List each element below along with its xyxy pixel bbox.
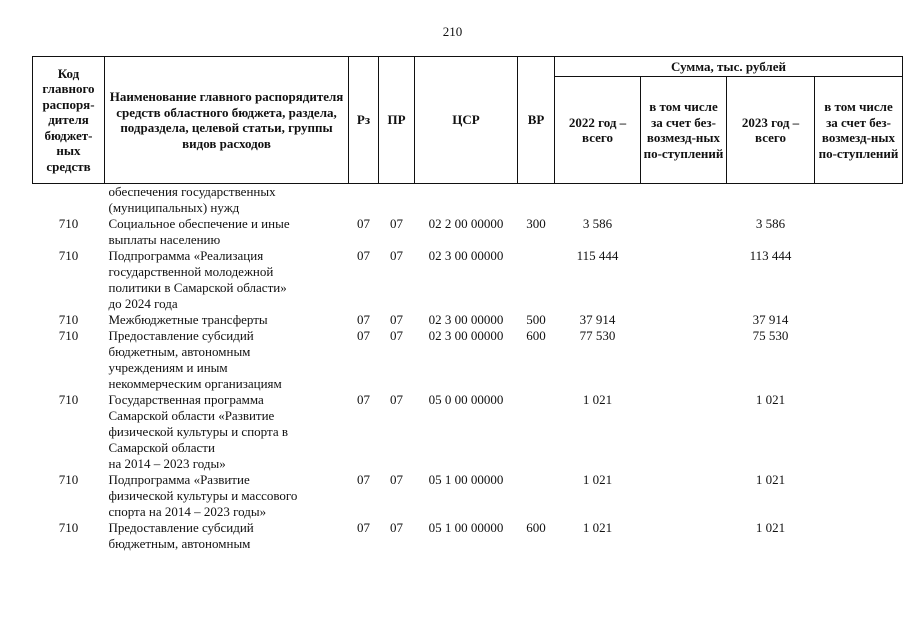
header-csr: ЦСР — [415, 57, 518, 184]
cell-csr: 02 2 00 00000 — [428, 216, 504, 231]
cell-free-2023 — [815, 312, 903, 328]
cell-vr: 600 — [526, 520, 546, 535]
cell-free-2022 — [641, 248, 727, 312]
cell-sum-2022: 1 021 — [582, 472, 613, 487]
header-2023-total: 2023 год – всего — [727, 77, 815, 184]
header-code: Код главного распоря-дителя бюджет-ных средств — [33, 57, 105, 184]
table-header — [33, 57, 903, 184]
cell-rz: 07 — [357, 216, 370, 231]
cell-rz: 07 — [357, 392, 370, 407]
budget-table — [32, 56, 903, 552]
table-row — [33, 216, 903, 248]
header-2022-total: 2022 год – всего — [555, 77, 641, 184]
table-row — [33, 392, 903, 472]
header-sum-group: Сумма, тыс. рублей — [555, 57, 903, 77]
cell-csr: 05 1 00 00000 — [428, 472, 504, 487]
cell-sum-2022: 37 914 — [579, 312, 616, 327]
cell-free-2022 — [641, 392, 727, 472]
cell-csr: 05 0 00 00000 — [428, 392, 504, 407]
cell-name: Государственная программа Самарской области «Развитие физической культуры и спорта в Самарской области на 2014 – 2023 годы» — [108, 392, 288, 471]
cell-code: 710 — [58, 472, 79, 487]
cell-rz — [349, 184, 379, 217]
cell-free-2023 — [815, 328, 903, 392]
cell-vr: 300 — [526, 216, 546, 231]
cell-pr — [379, 184, 415, 217]
cell-vr — [518, 248, 555, 312]
table-row — [33, 248, 903, 312]
cell-free-2023 — [815, 184, 903, 217]
cell-sum-2023: 75 530 — [752, 328, 789, 343]
cell-vr: 500 — [526, 312, 546, 327]
cell-sum-2023 — [727, 184, 815, 217]
header-rz: Рз — [349, 57, 379, 184]
cell-sum-2022: 1 021 — [582, 392, 613, 407]
cell-free-2022 — [641, 216, 727, 248]
cell-free-2022 — [641, 520, 727, 552]
cell-pr: 07 — [390, 328, 403, 343]
cell-name: Подпрограмма «Реализация государственной молодежной политики в Самарской области» до 2024 года — [108, 248, 287, 311]
cell-vr — [518, 472, 555, 520]
cell-free-2023 — [815, 392, 903, 472]
cell-name: Предоставление субсидий бюджетным, автономным учреждениям и иным некоммерческим организациям — [108, 328, 282, 391]
cell-free-2023 — [815, 248, 903, 312]
table-row — [33, 184, 903, 217]
table-row — [33, 472, 903, 520]
cell-sum-2023: 1 021 — [755, 520, 786, 535]
cell-sum-2022: 1 021 — [582, 520, 613, 535]
cell-pr: 07 — [390, 472, 403, 487]
cell-name: Предоставление субсидий бюджетным, автономным — [108, 520, 254, 551]
cell-csr: 05 1 00 00000 — [428, 520, 504, 535]
cell-sum-2022 — [555, 184, 641, 217]
cell-code: 710 — [58, 216, 79, 231]
cell-free-2023 — [815, 216, 903, 248]
page-number: 210 — [442, 24, 463, 39]
header-name: Наименование главного распорядителя средств областного бюджета, раздела, подраздела, целевой статьи, группы видов расходов — [105, 57, 349, 184]
cell-name: Социальное обеспечение и иные выплаты населению — [108, 216, 290, 247]
cell-name: Межбюджетные трансферты — [108, 312, 268, 327]
header-2023-free: в том числе за счет без-возмезд-ных по-ступлений — [815, 77, 903, 184]
cell-sum-2023: 3 586 — [755, 216, 786, 231]
cell-name: обеспечения государственных (муниципальных) нужд — [108, 184, 276, 215]
cell-free-2022 — [641, 472, 727, 520]
cell-pr: 07 — [390, 248, 403, 263]
header-pr: ПР — [379, 57, 415, 184]
cell-rz: 07 — [357, 472, 370, 487]
cell-csr: 02 3 00 00000 — [428, 248, 504, 263]
cell-sum-2022: 3 586 — [582, 216, 613, 231]
cell-code: 710 — [58, 392, 79, 407]
cell-free-2022 — [641, 328, 727, 392]
cell-name: Подпрограмма «Развитие физической культуры и массового спорта на 2014 – 2023 годы» — [108, 472, 298, 519]
cell-rz: 07 — [357, 520, 370, 535]
cell-pr: 07 — [390, 312, 403, 327]
cell-rz: 07 — [357, 248, 370, 263]
cell-csr: 02 3 00 00000 — [428, 328, 504, 343]
table-row — [33, 328, 903, 392]
cell-vr: 600 — [526, 328, 546, 343]
cell-sum-2023: 37 914 — [752, 312, 789, 327]
table-body — [33, 184, 903, 553]
cell-code: 710 — [58, 328, 79, 343]
cell-vr — [518, 184, 555, 217]
cell-csr: 02 3 00 00000 — [428, 312, 504, 327]
cell-sum-2023: 1 021 — [755, 472, 786, 487]
table-row — [33, 520, 903, 552]
cell-code: 710 — [58, 248, 79, 263]
cell-pr: 07 — [390, 216, 403, 231]
cell-vr — [518, 392, 555, 472]
cell-code: 710 — [58, 520, 79, 535]
cell-csr — [415, 184, 518, 217]
cell-pr: 07 — [390, 520, 403, 535]
cell-sum-2023: 113 444 — [749, 248, 792, 263]
cell-rz: 07 — [357, 328, 370, 343]
cell-sum-2022: 77 530 — [579, 328, 616, 343]
cell-sum-2023: 1 021 — [755, 392, 786, 407]
cell-free-2022 — [641, 312, 727, 328]
cell-free-2023 — [815, 520, 903, 552]
cell-free-2022 — [641, 184, 727, 217]
cell-code — [33, 184, 105, 217]
cell-pr: 07 — [390, 392, 403, 407]
header-vr: ВР — [518, 57, 555, 184]
header-2022-free: в том числе за счет без-возмезд-ных по-ступлений — [641, 77, 727, 184]
cell-sum-2022: 115 444 — [576, 248, 619, 263]
cell-free-2023 — [815, 472, 903, 520]
cell-rz: 07 — [357, 312, 370, 327]
cell-code: 710 — [58, 312, 79, 327]
table-row — [33, 312, 903, 328]
